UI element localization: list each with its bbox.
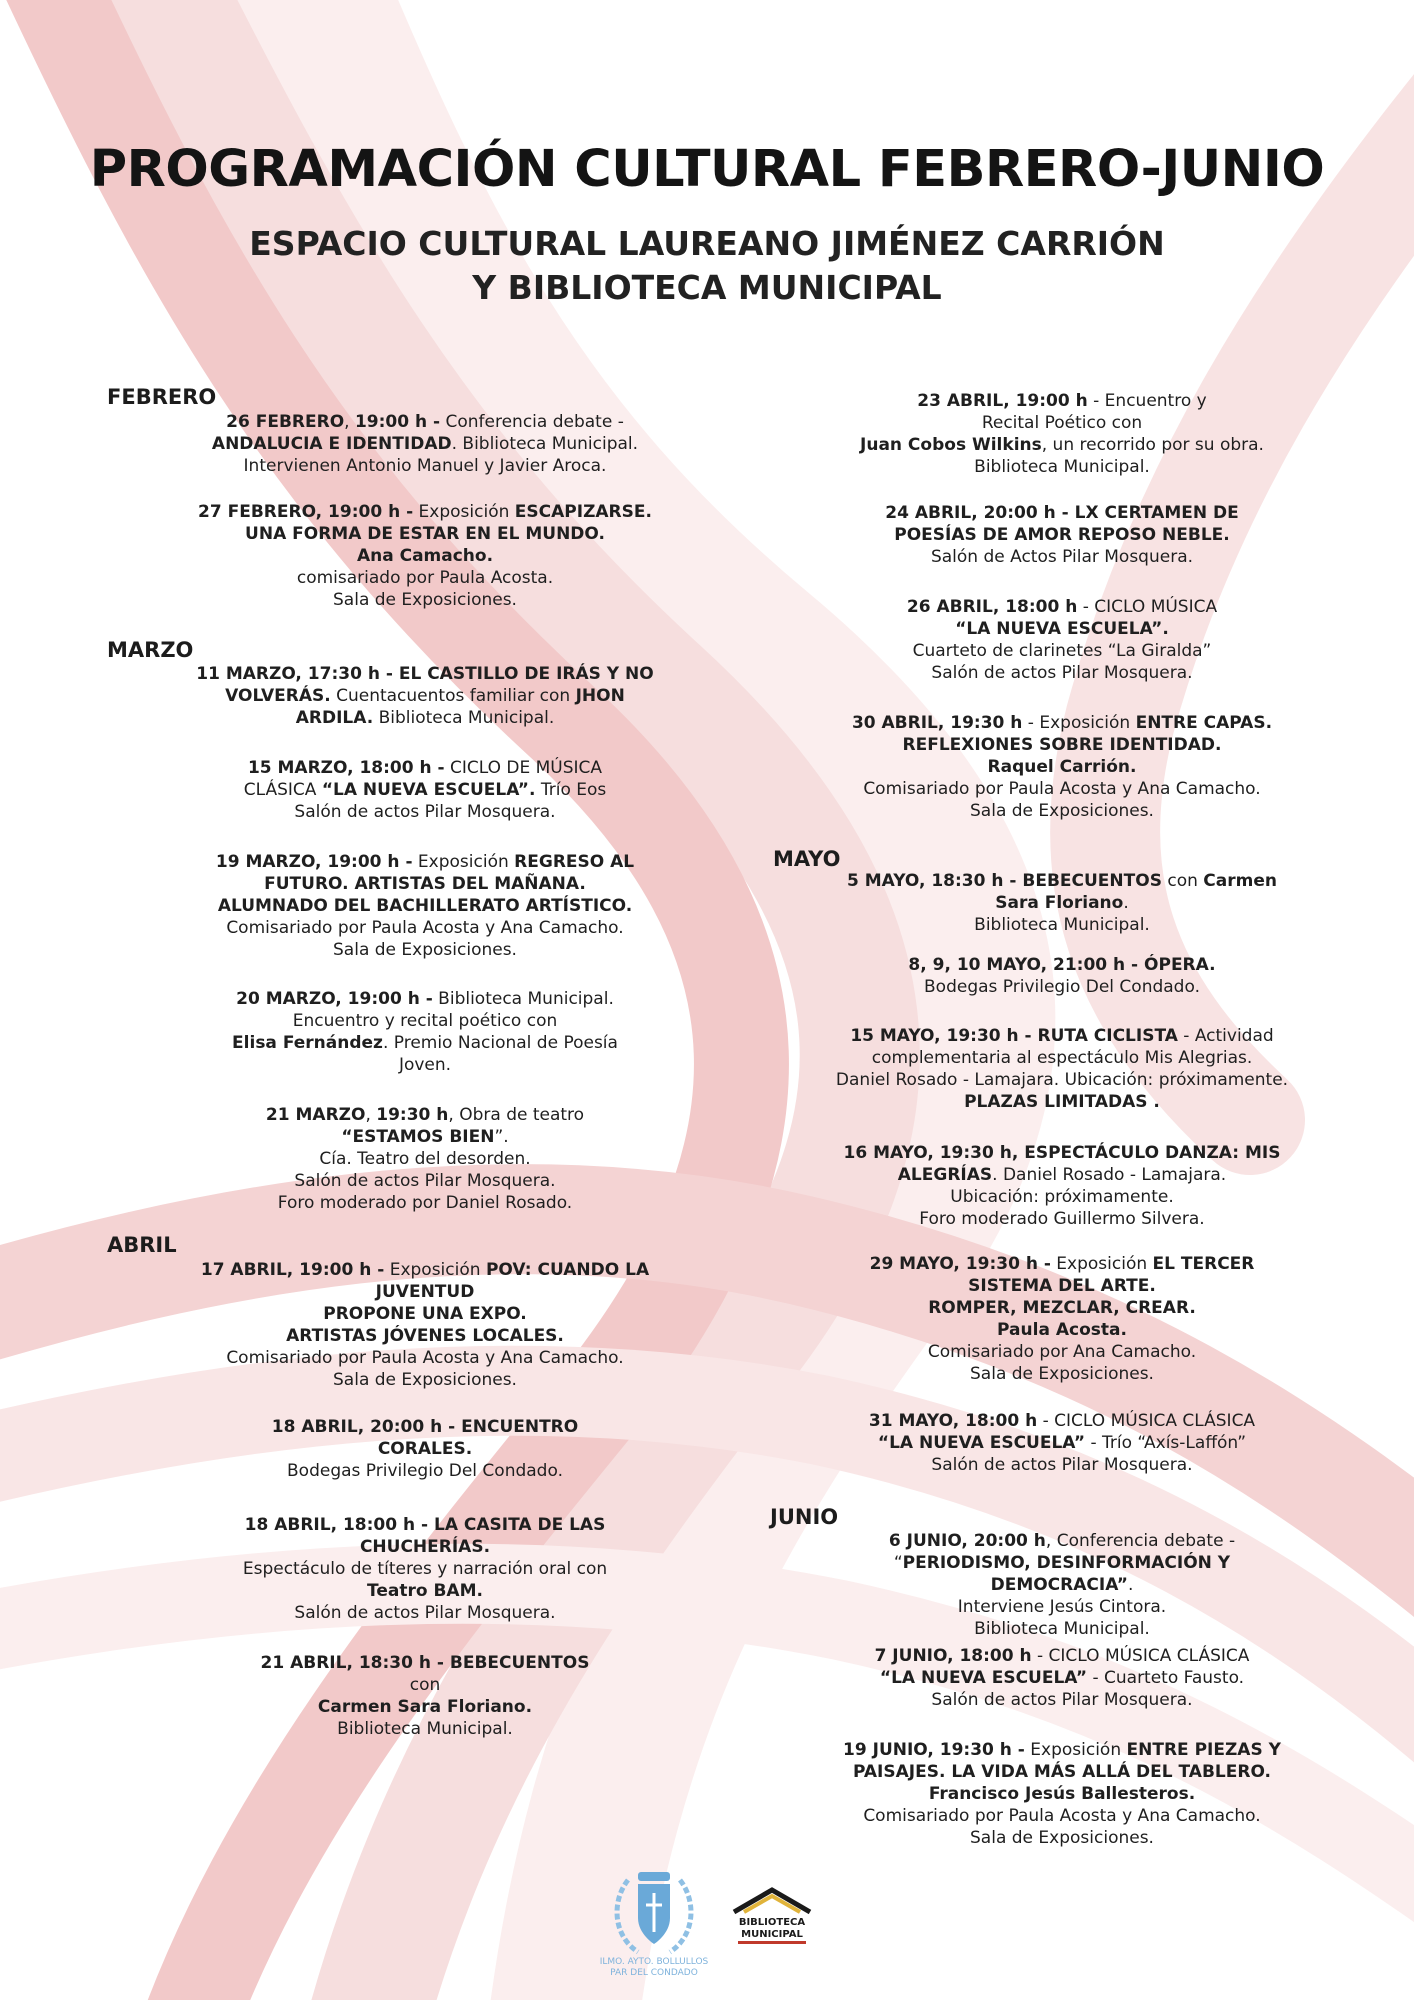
event-30-abril: 30 ABRIL, 19:30 h - Exposición ENTRE CAPAS. REFLEXIONES SOBRE IDENTIDAD. Raquel Carrión. Comisariado por Paula Acosta y Ana Camacho. Sala de Exposiciones. [851,713,1273,821]
library-roof [734,1890,810,1912]
page-title: PROGRAMACIÓN CULTURAL FEBRERO-JUNIO [89,140,1325,199]
event-24-abril: 24 ABRIL, 20:00 h - LX CERTAMEN DE POESÍAS DE AMOR REPOSO NEBLE. Salón de Actos Pilar Mosquera. [885,503,1239,567]
library-label-line-2: MUNICIPAL [741,1929,803,1940]
event-23-abril: 23 ABRIL, 19:00 h - Encuentro y Recital Poético con Juan Cobos Wilkins, un recorrido por su obra. Biblioteca Municipal. [860,391,1264,477]
month-heading-febrero: FEBRERO [107,385,217,409]
month-heading-junio: JUNIO [770,1505,839,1529]
crest-laurel-left [617,1880,638,1952]
municipal-crest-logo [600,1872,709,1978]
event-8-9-10-mayo: 8, 9, 10 MAYO, 21:00 h - ÓPERA. Bodegas Privilegio Del Condado. [908,955,1216,997]
footer-logos [0,1860,1414,1990]
month-heading-abril: ABRIL [107,1233,177,1257]
event-16-mayo: 16 MAYO, 19:30 h, ESPECTÁCULO DANZA: MIS ALEGRÍAS. Daniel Rosado - Lamajara. Ubicación: próximamente. Foro moderado Guillermo Silvera. [843,1143,1281,1229]
event-15-marzo: 15 MARZO, 18:00 h - CICLO DE MÚSICA CLÁSICA “LA NUEVA ESCUELA”. Trío Eos Salón de actos Pilar Mosquera. [243,758,607,822]
page-subtitle [0,222,1414,310]
event-27-febrero: 27 FEBRERO, 19:00 h - Exposición ESCAPIZARSE. UNA FORMA DE ESTAR EN EL MUNDO. Ana Camacho. comisariado por Paula Acosta. Sala de Exposiciones. [198,502,652,610]
crest-crown [638,1872,670,1881]
event-31-mayo: 31 MAYO, 18:00 h - CICLO MÚSICA CLÁSICA “LA NUEVA ESCUELA” - Trío “Axís-Laffón” Salón de actos Pilar Mosquera. [868,1411,1256,1475]
event-15-mayo: 15 MAYO, 19:30 h - RUTA CICLISTA - Actividad complementaria al espectáculo Mis Alegrias. Daniel Rosado - Lamajara. Ubicación: próximamente. PLAZAS LIMITADAS . [835,1026,1289,1112]
event-6-junio: 6 JUNIO, 20:00 h, Conferencia debate - “PERIODISMO, DESINFORMACIÓN Y DEMOCRACIA”. Interviene Jesús Cintora. Biblioteca Municipal. [888,1531,1236,1639]
month-heading-marzo: MARZO [107,638,194,662]
event-26-abril: 26 ABRIL, 18:00 h - CICLO MÚSICA “LA NUEVA ESCUELA”. Cuarteto de clarinetes “La Giralda” Salón de actos Pilar Mosquera. [906,597,1218,683]
event-18-abril-encuentro: 18 ABRIL, 20:00 h - ENCUENTRO CORALES. Bodegas Privilegio Del Condado. [271,1417,579,1481]
event-21-marzo: 21 MARZO, 19:30 h, Obra de teatro “ESTAMOS BIEN”. Cía. Teatro del desorden. Salón de actos Pilar Mosquera. Foro moderado por Daniel Rosado. [265,1105,585,1213]
event-7-junio: 7 JUNIO, 18:00 h - CICLO MÚSICA CLÁSICA “LA NUEVA ESCUELA” - Cuarteto Fausto. Salón de actos Pilar Mosquera. [874,1646,1250,1710]
event-29-mayo: 29 MAYO, 19:30 h - Exposición EL TERCER SISTEMA DEL ARTE. ROMPER, MEZCLAR, CREAR. Paula Acosta. Comisariado por Ana Camacho. Sala de Exposiciones. [869,1254,1255,1384]
crest-caption-line-1: ILMO. AYTO. BOLLULLOS [599,1957,709,1967]
crest-laurel-right [670,1880,691,1952]
event-11-marzo: 11 MARZO, 17:30 h - EL CASTILLO DE IRÁS Y NO VOLVERÁS. Cuentacuentos familiar con JHON ARDILA. Biblioteca Municipal. [196,664,654,728]
biblioteca-municipal-logo [734,1890,810,1944]
event-17-abril: 17 ABRIL, 19:00 h - Exposición POV: CUANDO LA JUVENTUD PROPONE UNA EXPO. ARTISTAS JÓVENES LOCALES. Comisariado por Paula Acosta y Ana Camacho. Sala de Exposiciones. [200,1260,650,1390]
event-19-junio: 19 JUNIO, 19:30 h - Exposición ENTRE PIEZAS Y PAISAJES. LA VIDA MÁS ALLÁ DEL TABLERO. Francisco Jesús Ballesteros. Comisariado por Paula Acosta y Ana Camacho. Sala de Exposiciones. [843,1740,1281,1848]
event-19-marzo: 19 MARZO, 19:00 h - Exposición REGRESO AL FUTURO. ARTISTAS DEL MAÑANA. ALUMNADO DEL BACHILLERATO ARTÍSTICO. Comisariado por Paula Acosta y Ana Camacho. Sala de Exposiciones. [215,852,635,960]
subtitle-line-2: Y BIBLIOTECA MUNICIPAL [472,268,942,307]
library-label-line-1: BIBLIOTECA [738,1917,806,1928]
month-heading-mayo: MAYO [773,847,841,871]
crest-caption-line-2: PAR DEL CONDADO [610,1968,698,1978]
library-underline [738,1941,806,1944]
event-18-abril-casita: 18 ABRIL, 18:00 h - LA CASITA DE LAS CHUCHERÍAS. Espectáculo de títeres y narración oral con Teatro BAM. Salón de actos Pilar Mosquera. [242,1515,608,1623]
subtitle-line-1: ESPACIO CULTURAL LAUREANO JIMÉNEZ CARRIÓN [249,224,1165,263]
event-5-mayo: 5 MAYO, 18:30 h - BEBECUENTOS con Carmen Sara Floriano. Biblioteca Municipal. [847,871,1277,935]
event-26-febrero: 26 FEBRERO, 19:00 h - Conferencia debate - ANDALUCIA E IDENTIDAD. Biblioteca Municipal. Intervienen Antonio Manuel y Javier Aroca. [211,412,639,476]
event-21-abril: 21 ABRIL, 18:30 h - BEBECUENTOS con Carmen Sara Floriano. Biblioteca Municipal. [260,1653,590,1739]
event-20-marzo: 20 MARZO, 19:00 h - Biblioteca Municipal. Encuentro y recital poético con Elisa Fernández. Premio Nacional de Poesía Joven. [232,989,618,1075]
